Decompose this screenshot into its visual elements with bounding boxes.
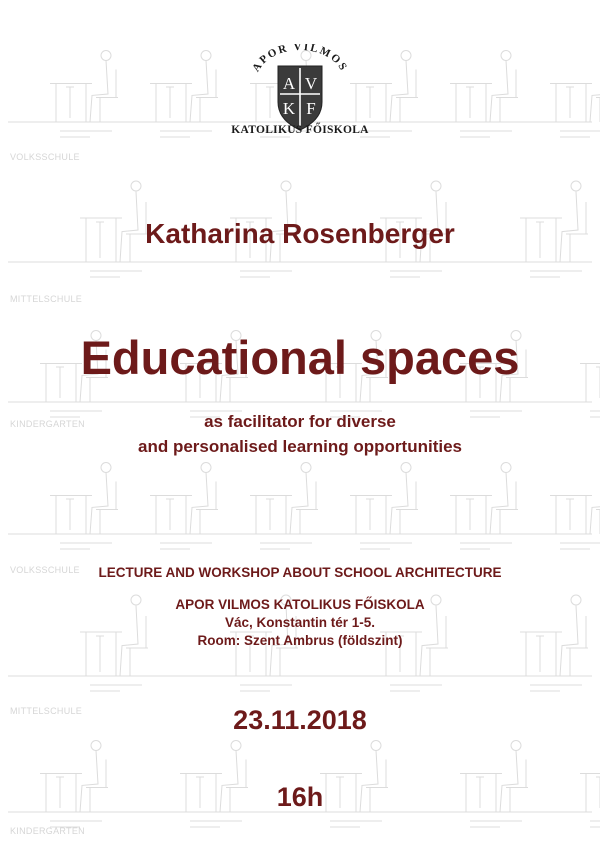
poster-title: Educational spaces <box>80 331 520 384</box>
event-type: LECTURE AND WORKSHOP ABOUT SCHOOL ARCHITECTURE <box>98 565 502 580</box>
event-date: 23.11.2018 <box>233 705 367 735</box>
bg-label: VOLKSSCHULE <box>10 152 80 162</box>
logo-letter: F <box>306 99 316 118</box>
bg-label: VOLKSSCHULE <box>10 565 80 575</box>
logo-letter: V <box>304 74 318 93</box>
subtitle-line-1: as facilitator for diverse <box>204 412 396 431</box>
logo-letter: A <box>282 74 296 93</box>
subtitle-line-2: and personalised learning opportunities <box>138 437 462 456</box>
event-time: 16h <box>276 782 324 812</box>
bg-label: KINDERGARTEN <box>10 826 85 836</box>
logo-arc-text: APOR VILMOS <box>250 44 350 74</box>
bg-label: MITTELSCHULE <box>10 706 83 716</box>
bg-label: MITTELSCHULE <box>10 294 83 304</box>
venue-room: Room: Szent Ambrus (földszint) <box>197 633 403 648</box>
logo-letter: K <box>282 99 296 118</box>
logo-caption: KATOLIKUS FŐISKOLA <box>231 124 369 136</box>
venue-name: APOR VILMOS KATOLIKUS FŐISKOLA <box>175 597 425 612</box>
speaker-name: Katharina Rosenberger <box>145 218 455 249</box>
bg-label: KINDERGARTEN <box>10 419 85 429</box>
venue-address: Vác, Konstantin tér 1-5. <box>224 615 376 630</box>
